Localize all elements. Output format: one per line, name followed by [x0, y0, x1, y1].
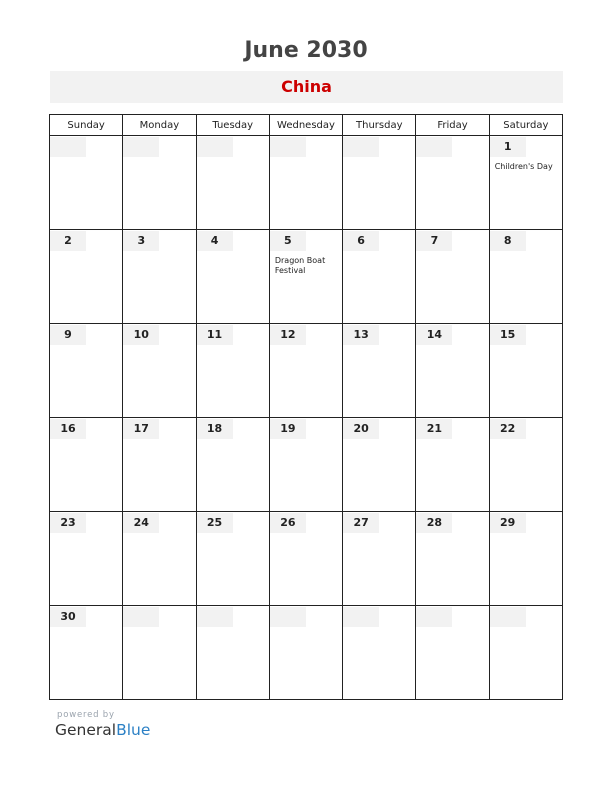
calendar-day-cell[interactable]	[50, 324, 123, 418]
calendar-day-cell[interactable]	[343, 230, 416, 324]
brand-general: General	[55, 721, 117, 739]
day-number: 27	[343, 513, 379, 533]
calendar-day-cell[interactable]	[416, 230, 489, 324]
powered-by-label: powered by	[57, 710, 115, 720]
weekday-sunday: Sunday	[50, 115, 123, 136]
calendar-day-cell[interactable]	[123, 512, 196, 606]
day-number	[50, 137, 86, 157]
day-number: 13	[343, 325, 379, 345]
calendar-body	[50, 136, 563, 700]
calendar-day-cell[interactable]	[123, 606, 196, 700]
day-number: 10	[123, 325, 159, 345]
day-number: 4	[197, 231, 233, 251]
day-number: 26	[270, 513, 306, 533]
weekday-thursday: Thursday	[343, 115, 416, 136]
day-number	[343, 137, 379, 157]
day-number	[123, 137, 159, 157]
day-number: 17	[123, 419, 159, 439]
calendar-week-row	[50, 606, 563, 700]
day-number: 8	[490, 231, 526, 251]
calendar-day-cell[interactable]	[416, 136, 489, 230]
day-number: 29	[490, 513, 526, 533]
day-number: 2	[50, 231, 86, 251]
day-number: 20	[343, 419, 379, 439]
country-banner	[50, 71, 563, 103]
calendar-day-cell[interactable]	[50, 230, 123, 324]
day-number	[123, 607, 159, 627]
day-number: 12	[270, 325, 306, 345]
day-number: 3	[123, 231, 159, 251]
weekday-header-row	[50, 115, 563, 136]
calendar-day-cell[interactable]	[343, 606, 416, 700]
calendar-day-cell[interactable]	[489, 512, 562, 606]
calendar-day-cell[interactable]	[269, 418, 342, 512]
day-number	[416, 607, 452, 627]
calendar-day-cell[interactable]	[269, 324, 342, 418]
calendar-day-cell[interactable]	[196, 512, 269, 606]
calendar-day-cell[interactable]	[489, 230, 562, 324]
weekday-wednesday: Wednesday	[269, 115, 342, 136]
calendar-day-cell[interactable]	[489, 324, 562, 418]
calendar-day-cell[interactable]	[269, 136, 342, 230]
calendar-day-cell[interactable]	[196, 606, 269, 700]
day-number: 1	[490, 137, 526, 157]
calendar-day-cell[interactable]	[196, 324, 269, 418]
calendar-day-cell[interactable]	[343, 136, 416, 230]
calendar-day-cell[interactable]	[196, 230, 269, 324]
day-number: 14	[416, 325, 452, 345]
country-label: China	[281, 77, 332, 96]
calendar-day-cell[interactable]	[416, 418, 489, 512]
day-number	[343, 607, 379, 627]
weekday-tuesday: Tuesday	[196, 115, 269, 136]
brand-logo[interactable]	[55, 721, 150, 739]
day-number: 7	[416, 231, 452, 251]
calendar-day-cell[interactable]	[123, 136, 196, 230]
day-number: 18	[197, 419, 233, 439]
calendar-week-row	[50, 230, 563, 324]
day-number: 23	[50, 513, 86, 533]
holiday-event: Dragon Boat Festival	[274, 256, 326, 275]
day-number: 28	[416, 513, 452, 533]
calendar-day-cell[interactable]	[123, 418, 196, 512]
calendar-day-cell[interactable]	[489, 136, 562, 230]
day-number: 19	[270, 419, 306, 439]
calendar-day-cell[interactable]	[269, 230, 342, 324]
day-number: 11	[197, 325, 233, 345]
brand-blue: Blue	[116, 721, 151, 739]
day-number: 6	[343, 231, 379, 251]
day-number: 21	[416, 419, 452, 439]
day-number	[416, 137, 452, 157]
calendar-day-cell[interactable]	[196, 136, 269, 230]
calendar-day-cell[interactable]	[50, 512, 123, 606]
day-number	[197, 607, 233, 627]
weekday-friday: Friday	[416, 115, 489, 136]
day-number	[197, 137, 233, 157]
day-number: 30	[50, 607, 86, 627]
calendar-day-cell[interactable]	[269, 606, 342, 700]
day-number: 15	[490, 325, 526, 345]
calendar-grid	[49, 114, 563, 700]
calendar-day-cell[interactable]	[50, 136, 123, 230]
calendar-day-cell[interactable]	[50, 606, 123, 700]
weekday-saturday: Saturday	[489, 115, 562, 136]
calendar-day-cell[interactable]	[343, 512, 416, 606]
calendar-day-cell[interactable]	[50, 418, 123, 512]
calendar-day-cell[interactable]	[343, 418, 416, 512]
calendar-day-cell[interactable]	[489, 606, 562, 700]
holiday-event: Children's Day	[494, 162, 553, 171]
page-title: June 2030	[244, 38, 368, 63]
weekday-monday: Monday	[123, 115, 196, 136]
day-number: 22	[490, 419, 526, 439]
calendar-day-cell[interactable]	[416, 512, 489, 606]
day-number	[270, 607, 306, 627]
day-number: 5	[270, 231, 306, 251]
calendar-day-cell[interactable]	[489, 418, 562, 512]
calendar-day-cell[interactable]	[123, 230, 196, 324]
calendar-day-cell[interactable]	[269, 512, 342, 606]
calendar-week-row	[50, 324, 563, 418]
day-number	[270, 137, 306, 157]
calendar-week-row	[50, 512, 563, 606]
calendar-day-cell[interactable]	[416, 606, 489, 700]
calendar-day-cell[interactable]	[123, 324, 196, 418]
calendar-day-cell[interactable]	[196, 418, 269, 512]
calendar-week-row	[50, 418, 563, 512]
day-number: 16	[50, 419, 86, 439]
calendar-week-row	[50, 136, 563, 230]
day-number: 25	[197, 513, 233, 533]
calendar-day-cell[interactable]	[343, 324, 416, 418]
day-number: 9	[50, 325, 86, 345]
calendar-day-cell[interactable]	[416, 324, 489, 418]
day-number	[490, 607, 526, 627]
day-number: 24	[123, 513, 159, 533]
